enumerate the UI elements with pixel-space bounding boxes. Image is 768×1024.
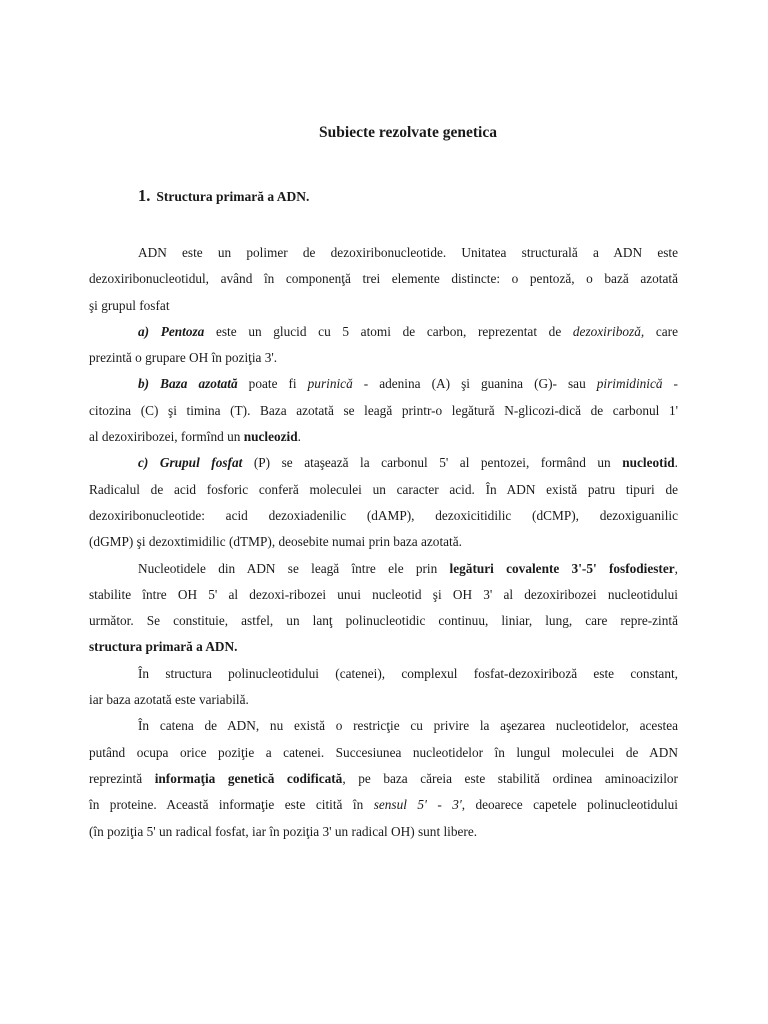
text-line: iar baza azotată este variabilă.: [89, 692, 249, 708]
term-informatia-genetica: informaţia genetică codificată: [154, 770, 343, 786]
paragraph-legaturi: [89, 556, 678, 661]
text-line: următor. Se constituie, astfel, un lanţ polinucleotidic continuu, liniar, lung, care repre-zintă: [89, 613, 678, 629]
section-title: Structura primară a ADN.: [156, 189, 310, 204]
section-heading: [138, 186, 309, 206]
text-line: ADN este un polimer de dezoxiribonucleotide. Unitatea structurală a ADN este: [138, 245, 678, 260]
term-dezoxiriboza: dezoxiriboză,: [572, 323, 645, 339]
text-line: a) Pentoza este un glucid cu 5 atomi de carbon, reprezentat de dezoxiriboză, care: [138, 323, 678, 339]
term-sensul: sensul 5' - 3': [373, 797, 462, 813]
paragraph-polinucleotid: [89, 661, 678, 714]
paragraph-intro: [89, 240, 678, 319]
term-grupul-fosfat: c) Grupul fosfat: [138, 455, 243, 471]
term-legaturi-fosfodiester: legături covalente 3'-5' fosfodiester: [449, 560, 675, 576]
text-line: Radicalul de acid fosforic conferă moleculei un caracter acid. În ADN există patru tipuri de: [89, 481, 678, 497]
document-body: [89, 240, 678, 845]
term-nucleozid: nucleozid: [243, 429, 298, 445]
paragraph-grupul-fosfat: [89, 450, 678, 555]
term-structura-primara: structura primară a ADN.: [89, 639, 238, 655]
text-line: prezintă o grupare OH în poziţia 3'.: [89, 350, 278, 366]
text-line: dezoxiribonucleotide: acid dezoxiadenilic (dAMP), dezoxicitidilic (dCMP), dezoxiguanilic: [89, 507, 678, 523]
term-pentoza: a) Pentoza: [138, 323, 205, 339]
text-line: putând ocupa orice poziţie a catenei. Succesiunea nucleotidelor în lungul moleculei de ADN: [89, 744, 678, 760]
section-number: 1.: [138, 186, 151, 205]
text-line: c) Grupul fosfat (P) se ataşează la carbonul 5' al pentozei, formând un nucleotid.: [138, 455, 678, 471]
term-nucleotid: nucleotid: [622, 455, 675, 471]
text-line: [89, 634, 678, 660]
text-line: citozina (C) şi timina (T). Baza azotată se leagă printr-o legătură N-glicozi-dică de carbonul 1': [89, 402, 678, 418]
document-title: Subiecte rezolvate genetica: [319, 124, 497, 141]
text-line: reprezintă informaţia genetică codificată, pe baza căreia este stabilită ordinea aminoacizilor: [89, 770, 678, 786]
text-line: al dezoxiribozei, formînd un nucleozid.: [89, 429, 301, 445]
text-line: şi grupul fosfat: [89, 297, 170, 313]
text-line: dezoxiribonucleotidul, având în componenţă trei elemente distincte: o pentoză, o bază azotată: [89, 271, 678, 287]
term-baza-azotata: b) Baza azotată: [138, 376, 238, 392]
text-line: (dGMP) şi dezoxtimidilic (dTMP), deosebite numai prin baza azotată.: [89, 534, 462, 550]
text-line: În catena de ADN, nu există o restricţie cu privire la aşezarea nucleotidelor, acestea: [138, 718, 678, 734]
paragraph-catena: [89, 713, 678, 844]
text-line: în proteine. Această informaţie este citită în sensul 5' - 3', deoarece capetele polinucleotidului: [89, 797, 678, 813]
paragraph-pentoza: [89, 319, 678, 372]
text-line: stabilite între OH 5' al dezoxi-ribozei unui nucleotid şi OH 3' al dezoxiribozei nucleotidului: [89, 586, 678, 602]
text-line: b) Baza azotată poate fi purinică - adenina (A) şi guanina (G)- sau pirimidinică -: [138, 376, 678, 392]
text-line: (în poziţia 5' un radical fosfat, iar în poziţia 3' un radical OH) sunt libere.: [89, 823, 478, 839]
text-line: În structura polinucleotidului (catenei), complexul fosfat-dezoxiriboză este constant,: [138, 665, 678, 681]
text-line: Nucleotidele din ADN se leagă între ele prin legături covalente 3'-5' fosfodiester,: [138, 560, 678, 576]
paragraph-baza-azotata: [89, 371, 678, 450]
